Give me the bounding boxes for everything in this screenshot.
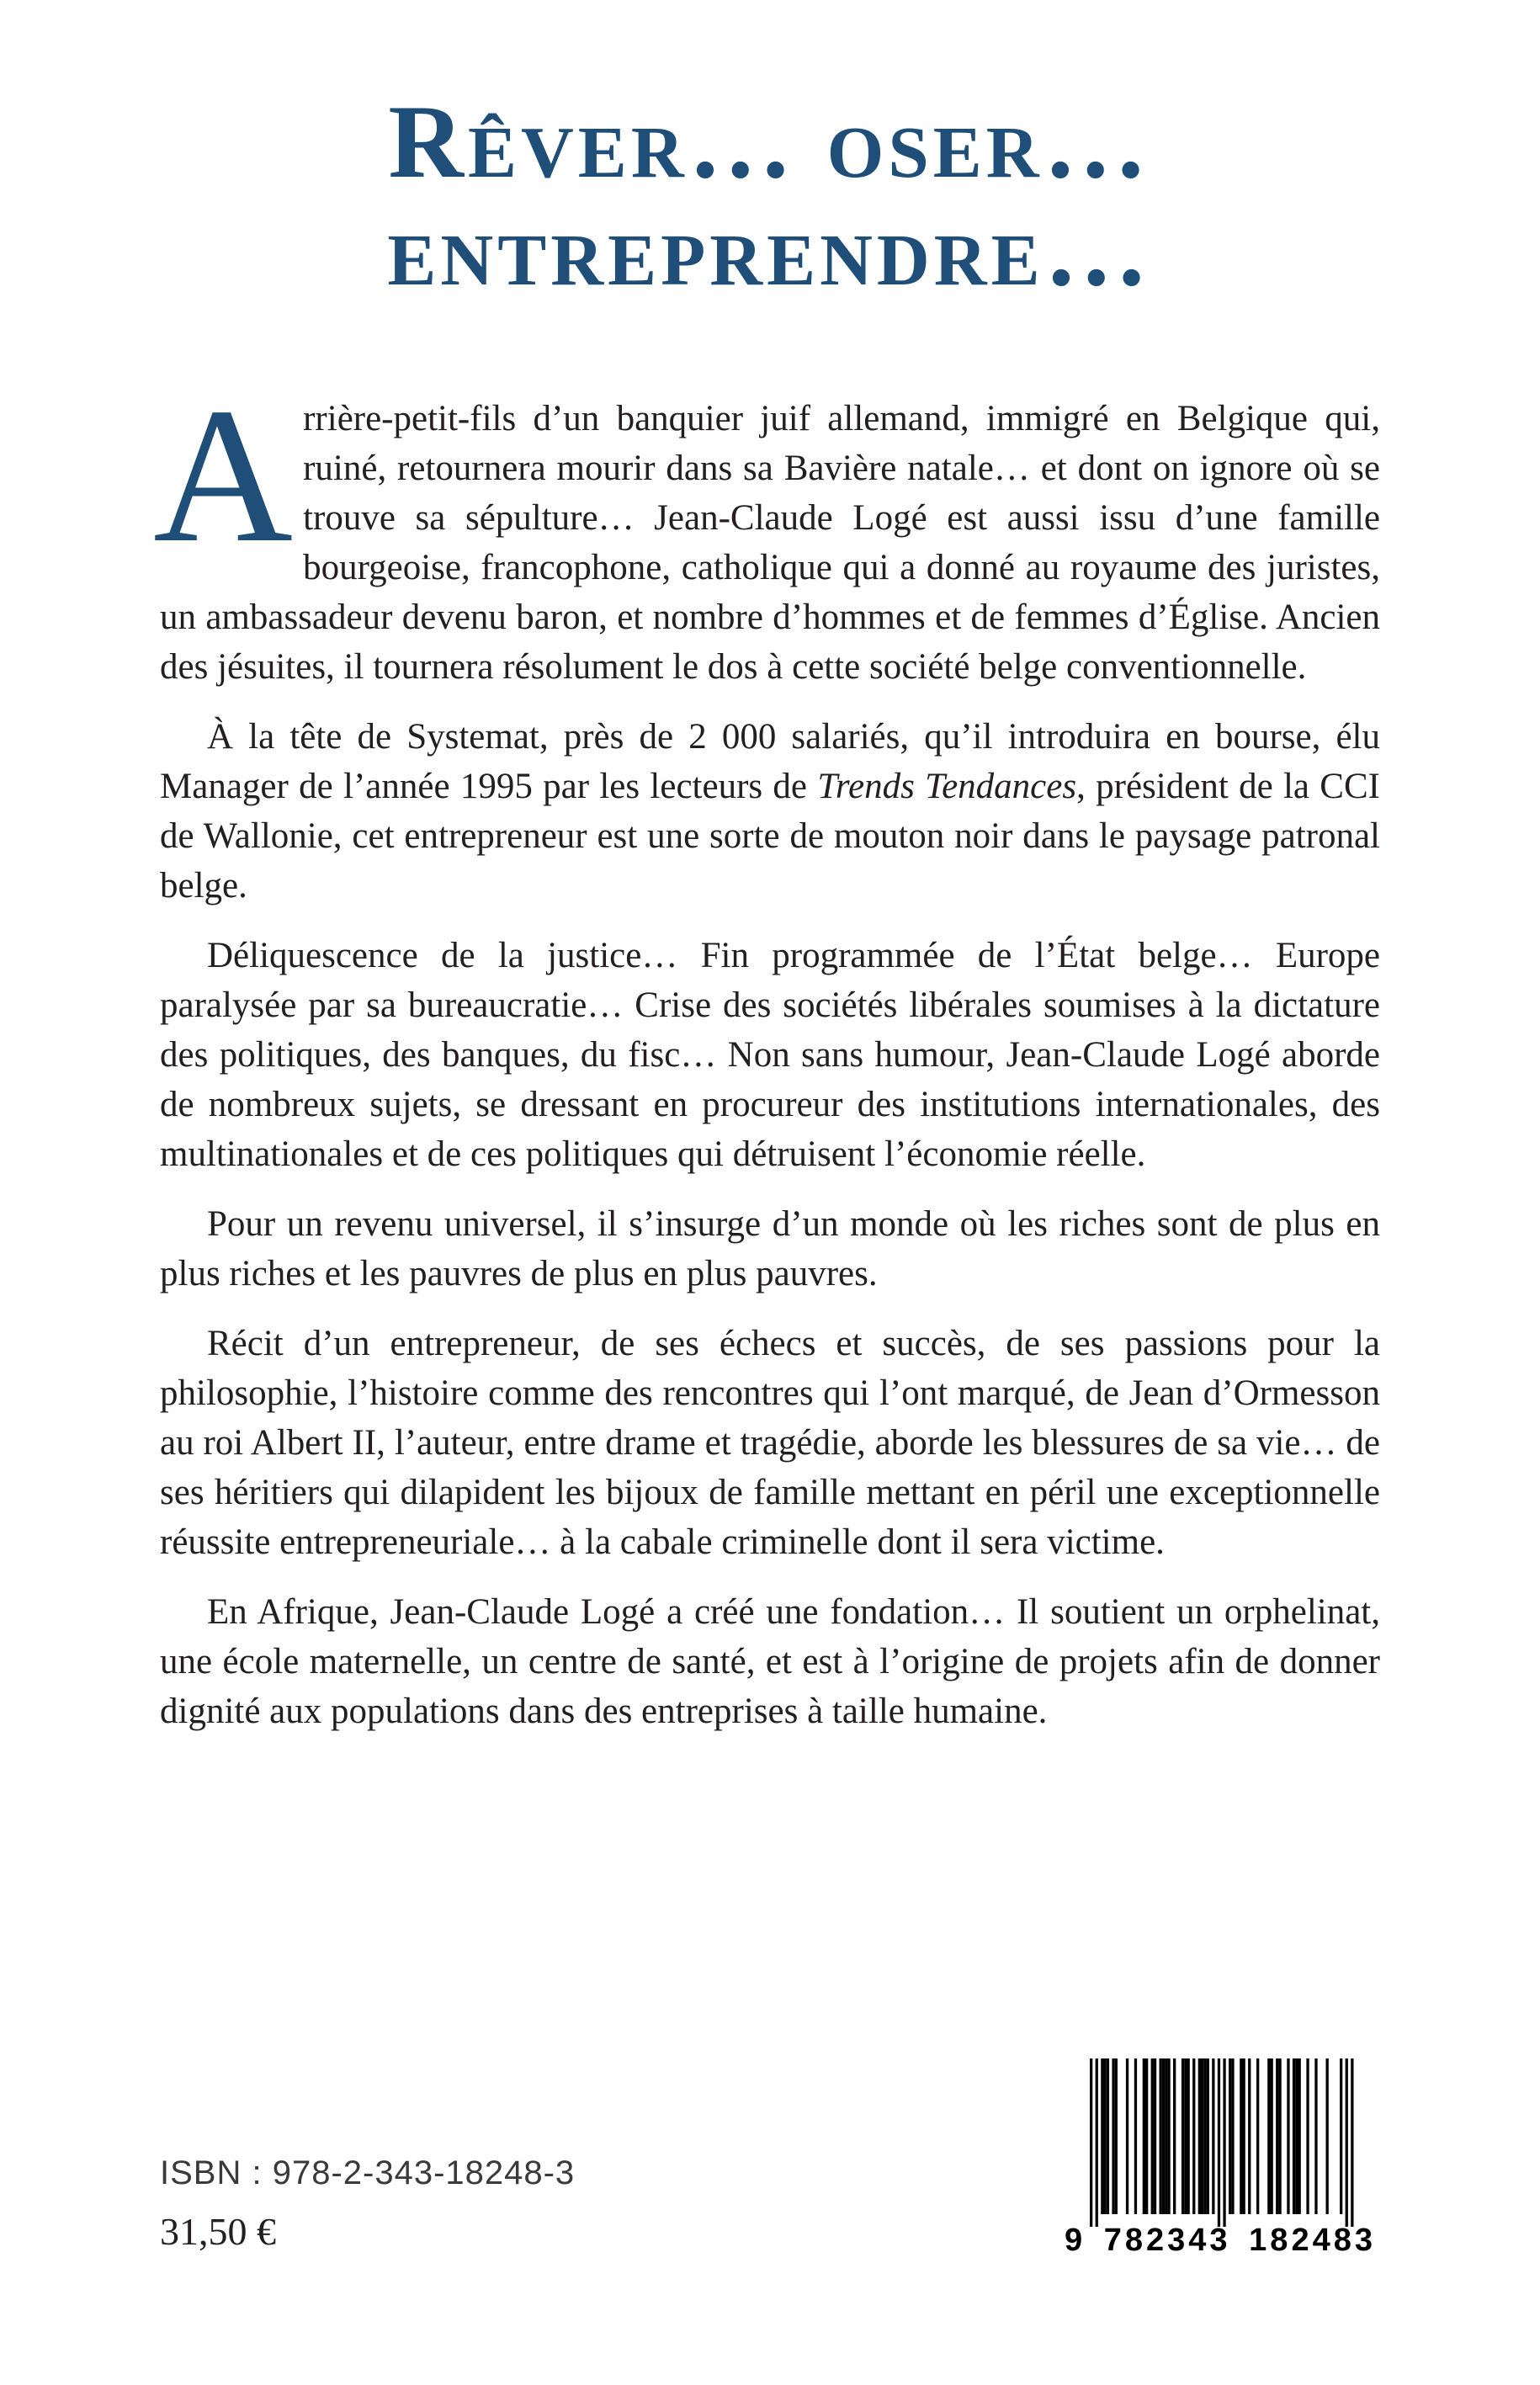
barcode-bar bbox=[1351, 2058, 1353, 2227]
barcode-bar bbox=[1346, 2058, 1348, 2227]
barcode-bar bbox=[1182, 2058, 1184, 2214]
barcode-bar bbox=[1298, 2058, 1301, 2214]
barcode-bar bbox=[1231, 2058, 1234, 2214]
barcode-bar bbox=[1314, 2058, 1317, 2214]
paragraph-6: En Afrique, Jean-Claude Logé a créé une fondation… Il soutient un orphelinat, une école maternelle, un centre de santé, et est à l’origine de projets afin de donner dignité aux populations dans des entreprises à taille humaine. bbox=[160, 1592, 1380, 1731]
barcode-bar bbox=[1154, 2058, 1156, 2214]
barcode-bar bbox=[1115, 2058, 1118, 2214]
barcode-bar bbox=[1134, 2058, 1137, 2214]
barcode-left-group: 782343 bbox=[1103, 2223, 1231, 2258]
barcode-bar bbox=[1162, 2058, 1165, 2214]
barcode bbox=[1065, 2058, 1376, 2260]
back-cover-blurb bbox=[153, 368, 1380, 1756]
barcode-bar bbox=[1096, 2058, 1098, 2227]
magazine-title: Trends Tendances bbox=[817, 767, 1077, 806]
barcode-bar bbox=[1256, 2058, 1259, 2214]
barcode-bar bbox=[1240, 2058, 1242, 2214]
paragraph-1-text: rrière-petit-fils d’un banquier juif allemand, immigré en Belgique qui, ruiné, retournera mourir dans sa Bavière natale… et dont on ignore où se trouve sa sépulture… Jean-Claude Logé est aussi issu d’une famille bourgeoise, francophone, catholique qui a donné au royaume des juristes, un ambassadeur devenu baron, et nombre d’hommes et de femmes d’Église. Ancien des jésuites, il tournera résolument le dos à cette société belge conventionnelle. bbox=[160, 399, 1380, 687]
barcode-bar bbox=[1207, 2058, 1209, 2214]
barcode-bar bbox=[1143, 2058, 1145, 2214]
barcode-bars bbox=[1065, 2058, 1376, 2227]
barcode-bar bbox=[1248, 2058, 1251, 2214]
barcode-bar bbox=[1326, 2058, 1329, 2214]
barcode-bar bbox=[1293, 2058, 1295, 2214]
book-title bbox=[0, 84, 1540, 307]
isbn-label: ISBN : 978-2-343-18248-3 bbox=[160, 2154, 576, 2191]
barcode-bar bbox=[1192, 2058, 1195, 2214]
barcode-bar bbox=[1229, 2058, 1231, 2214]
paragraph-2-text-b: , président de la CCI de Wallonie, cet entrepreneur est une sorte de mouton noir dans le paysage patronal belge. bbox=[160, 767, 1380, 906]
barcode-bar bbox=[1173, 2058, 1176, 2214]
paragraph-3: Déliquescence de la justice… Fin programmée de l’État belge… Europe paralysée par sa bureaucratie… Crise des sociétés libérales soumises à la dictature des politiques, des banques, du fisc… Non sans humour, Jean-Claude Logé aborde de nombreux sujets, se dressant en procureur des institutions internationales, des multinationales et de ces politiques qui détruisent l’économie réelle. bbox=[160, 936, 1380, 1174]
paragraph-1 bbox=[153, 368, 1380, 692]
drop-cap: A bbox=[153, 368, 294, 582]
paragraph-5: Récit d’un entrepreneur, de ses échecs et succès, de ses passions pour la philosophie, l’histoire comme des rencontres qui l’ont marqué, de Jean d’Ormesson au roi Albert II, l’auteur, entre drame et tragédie, aborde les blessures de sa vie… de ses héritiers qui dilapident les bijoux de famille mettant en péril une exceptionnelle réussite entrepreneuriale… à la cabale criminelle dont il sera victime. bbox=[160, 1324, 1380, 1562]
barcode-bar bbox=[1107, 2058, 1109, 2214]
barcode-bar bbox=[1112, 2058, 1114, 2214]
barcode-bar bbox=[1145, 2058, 1148, 2214]
barcode-bar bbox=[1340, 2058, 1342, 2214]
barcode-bar bbox=[1271, 2058, 1273, 2214]
barcode-bar bbox=[1278, 2058, 1281, 2214]
barcode-digits bbox=[1065, 2223, 1376, 2259]
barcode-bar bbox=[1287, 2058, 1289, 2214]
title-line-2: entreprendre… bbox=[387, 192, 1153, 307]
paragraph-2 bbox=[160, 712, 1380, 911]
barcode-bar bbox=[1267, 2058, 1270, 2214]
barcode-bar bbox=[1167, 2058, 1170, 2214]
paragraph-2-text-a: À la tête de Systemat, près de 2 000 salariés, qu’il introduira en bourse, élu Manager de l’année 1995 par les lecteurs de bbox=[160, 717, 1380, 806]
barcode-first-digit: 9 bbox=[1065, 2223, 1086, 2258]
barcode-bar bbox=[1223, 2058, 1225, 2227]
barcode-bar bbox=[1276, 2058, 1278, 2214]
barcode-bar bbox=[1306, 2058, 1309, 2214]
paragraph-4: Pour un revenu universel, il s’insurge d’un monde où les riches sont de plus en plus riches et les pauvres de plus en plus pauvres. bbox=[160, 1204, 1380, 1293]
price-label: 31,50 € bbox=[160, 2210, 276, 2253]
barcode-bar bbox=[1187, 2058, 1190, 2214]
barcode-bar bbox=[1218, 2058, 1220, 2227]
barcode-bar bbox=[1243, 2058, 1245, 2214]
title-line-1: Rêver… oser… bbox=[388, 84, 1152, 199]
barcode-bar bbox=[1126, 2058, 1128, 2214]
barcode-bar bbox=[1151, 2058, 1154, 2214]
barcode-bar bbox=[1201, 2058, 1203, 2214]
barcode-bar bbox=[1203, 2058, 1206, 2214]
barcode-bar bbox=[1295, 2058, 1298, 2214]
barcode-bar bbox=[1101, 2058, 1103, 2214]
barcode-bar bbox=[1184, 2058, 1187, 2214]
barcode-bar bbox=[1165, 2058, 1167, 2214]
barcode-right-group: 182483 bbox=[1249, 2223, 1376, 2258]
barcode-bar bbox=[1198, 2058, 1201, 2214]
barcode-bar bbox=[1090, 2058, 1092, 2227]
barcode-bar bbox=[1160, 2058, 1162, 2214]
barcode-bar bbox=[1104, 2058, 1107, 2214]
barcode-bar bbox=[1212, 2058, 1214, 2214]
